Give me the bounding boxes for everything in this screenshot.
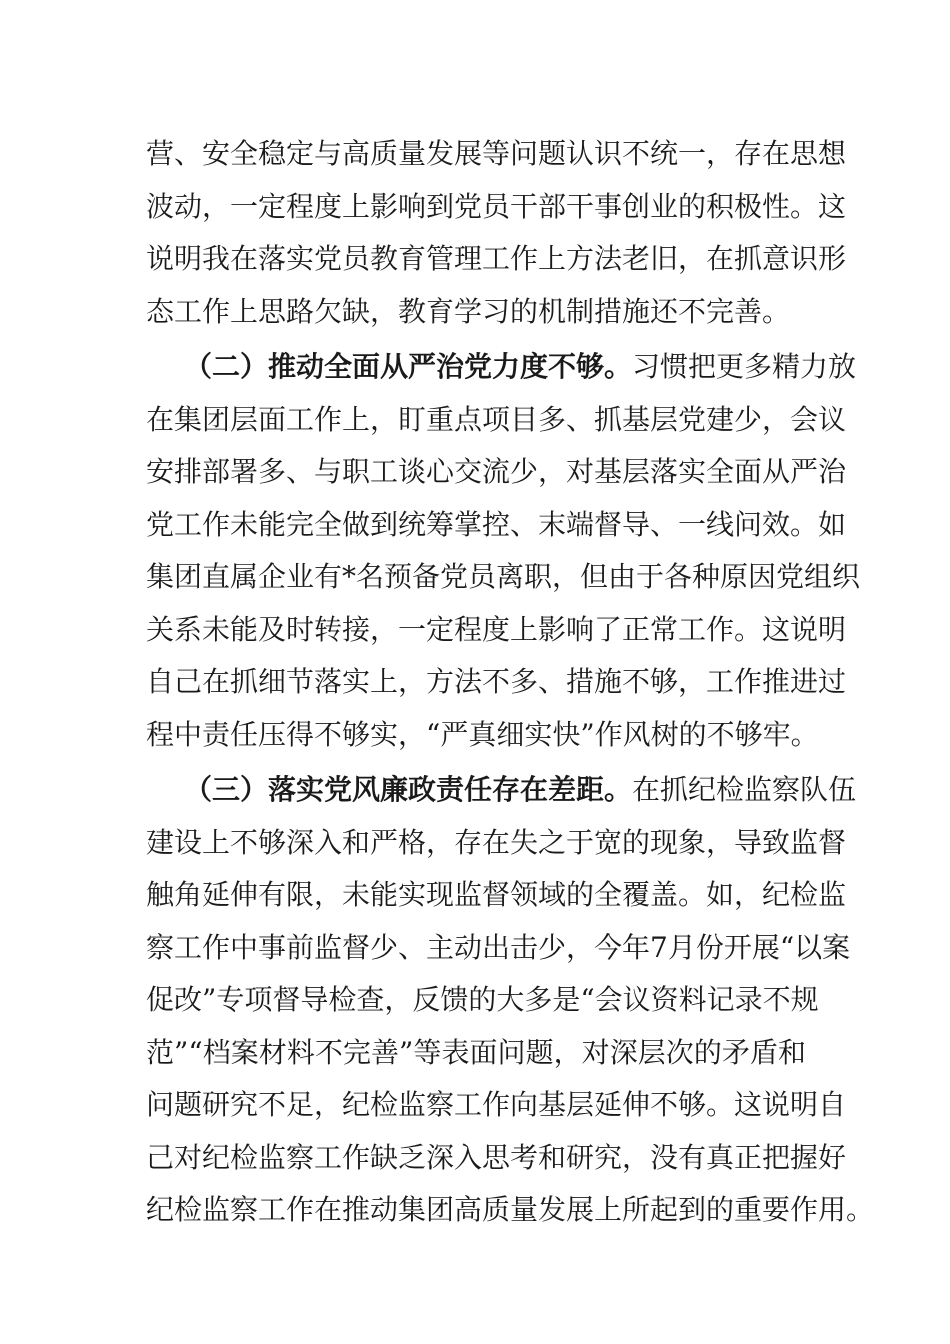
text-line: 察工作中事前监督少、主动出击少，今年7月份开展“以案 bbox=[146, 930, 851, 964]
text-line: 自己在抓细节落实上，方法不多、措施不够，工作推进过 bbox=[146, 665, 847, 698]
text-line: 党工作未能完全做到统筹掌控、末端督导、一线问效。如 bbox=[146, 507, 847, 541]
text-line: 范”“档案材料不完善”等表面问题，对深层次的矛盾和 bbox=[146, 1035, 806, 1069]
text-line: 程中责任压得不够实，“严真细实快”作风树的不够牢。 bbox=[146, 717, 819, 751]
text-line: 安排部署多、与职工谈心交流少，对基层落实全面从严治 bbox=[146, 455, 847, 488]
text-line: 建设上不够深入和严格，存在失之于宽的现象，导致监督 bbox=[146, 825, 847, 859]
section-heading: （三）落实党风廉政责任存在差距。 bbox=[184, 773, 633, 806]
document-body bbox=[146, 128, 875, 1237]
text-line: 说明我在落实党员教育管理工作上方法老旧，在抓意识形 bbox=[146, 242, 847, 275]
text-line bbox=[146, 764, 857, 817]
text-line: 态工作上思路欠缺，教育学习的机制措施还不完善。 bbox=[146, 294, 791, 328]
text-line: 己对纪检监察工作缺乏深入思考和研究，没有真正把握好 bbox=[146, 1140, 847, 1174]
section-heading: （二）推动全面从严治党力度不够。 bbox=[184, 350, 633, 383]
text-line bbox=[146, 341, 857, 394]
text-line: 营、安全稳定与高质量发展等问题认识不统一，存在思想 bbox=[146, 137, 847, 170]
text-line: 在集团层面工作上，盯重点项目多、抓基层党建少，会议 bbox=[146, 402, 847, 436]
paragraph-3 bbox=[146, 764, 875, 1237]
text-run: 在抓纪检监察队伍 bbox=[632, 773, 857, 806]
text-run: 习惯把更多精力放 bbox=[632, 350, 857, 383]
paragraph-1 bbox=[146, 128, 847, 338]
paragraph-2 bbox=[146, 341, 861, 761]
text-line: 纪检监察工作在推动集团高质量发展上所起到的重要作用。 bbox=[146, 1193, 875, 1226]
text-line: 促改”专项督导检查，反馈的大多是“会议资料记录不规 bbox=[146, 983, 819, 1016]
text-line: 关系未能及时转接，一定程度上影响了正常工作。这说明 bbox=[146, 612, 847, 646]
text-line: 集团直属企业有*名预备党员离职，但由于各种原因党组织 bbox=[146, 560, 861, 593]
text-line: 触角延伸有限，未能实现监督领域的全覆盖。如，纪检监 bbox=[146, 878, 847, 911]
text-line: 波动，一定程度上影响到党员干部干事创业的积极性。这 bbox=[146, 189, 847, 223]
text-line: 问题研究不足，纪检监察工作向基层延伸不够。这说明自 bbox=[146, 1088, 847, 1121]
